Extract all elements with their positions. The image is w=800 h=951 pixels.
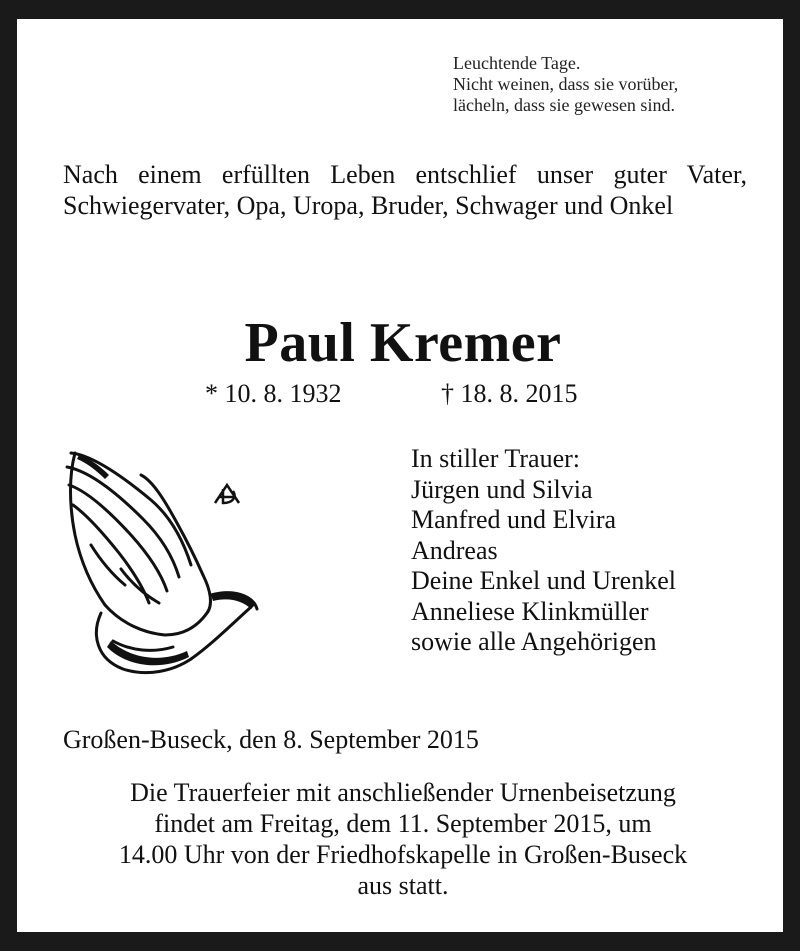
mourner-name: Jürgen und Silvia: [411, 474, 593, 504]
funeral-line: 14.00 Uhr von der Friedhofskapelle in Großen-Buseck: [118, 840, 688, 869]
motto-line: lächeln, dass sie gewesen sind.: [453, 95, 675, 115]
praying-hands-icon: [61, 445, 261, 685]
death-date: † 18. 8. 2015: [441, 379, 578, 408]
funeral-line: Die Trauerfeier mit anschließender Urnenbeisetzung: [130, 778, 676, 807]
funeral-line: findet am Freitag, dem 11. September 2015, um: [154, 809, 652, 838]
birth-date: * 10. 8. 1932: [205, 379, 342, 408]
motto-verse: [453, 53, 773, 116]
funeral-notice: [37, 777, 769, 901]
mourner-name: Andreas: [411, 535, 498, 565]
mourners-heading: In stiller Trauer:: [411, 444, 580, 473]
funeral-line: aus statt.: [357, 871, 449, 900]
place-date: Großen-Buseck, den 8. September 2015: [63, 725, 479, 754]
motto-line: Leuchtende Tage.: [453, 53, 581, 73]
obituary-card: [14, 16, 786, 935]
mourner-name: Deine Enkel und Urenkel: [411, 566, 676, 595]
mourner-name: Anneliese Klinkmüller: [411, 596, 649, 626]
mourner-name: Manfred und Elvira: [411, 505, 617, 534]
motto-line: Nicht weinen, dass sie vorüber,: [453, 74, 679, 94]
deceased-name: Paul Kremer: [244, 312, 562, 374]
intro-text: Nach einem erfüllten Leben entschlief unser guter Vater, Schwiegervater, Opa, Uropa, Bruder, Schwager und Onkel: [63, 160, 747, 220]
mourner-name: sowie alle Angehörigen: [411, 627, 657, 656]
mourners-list: [411, 444, 771, 658]
